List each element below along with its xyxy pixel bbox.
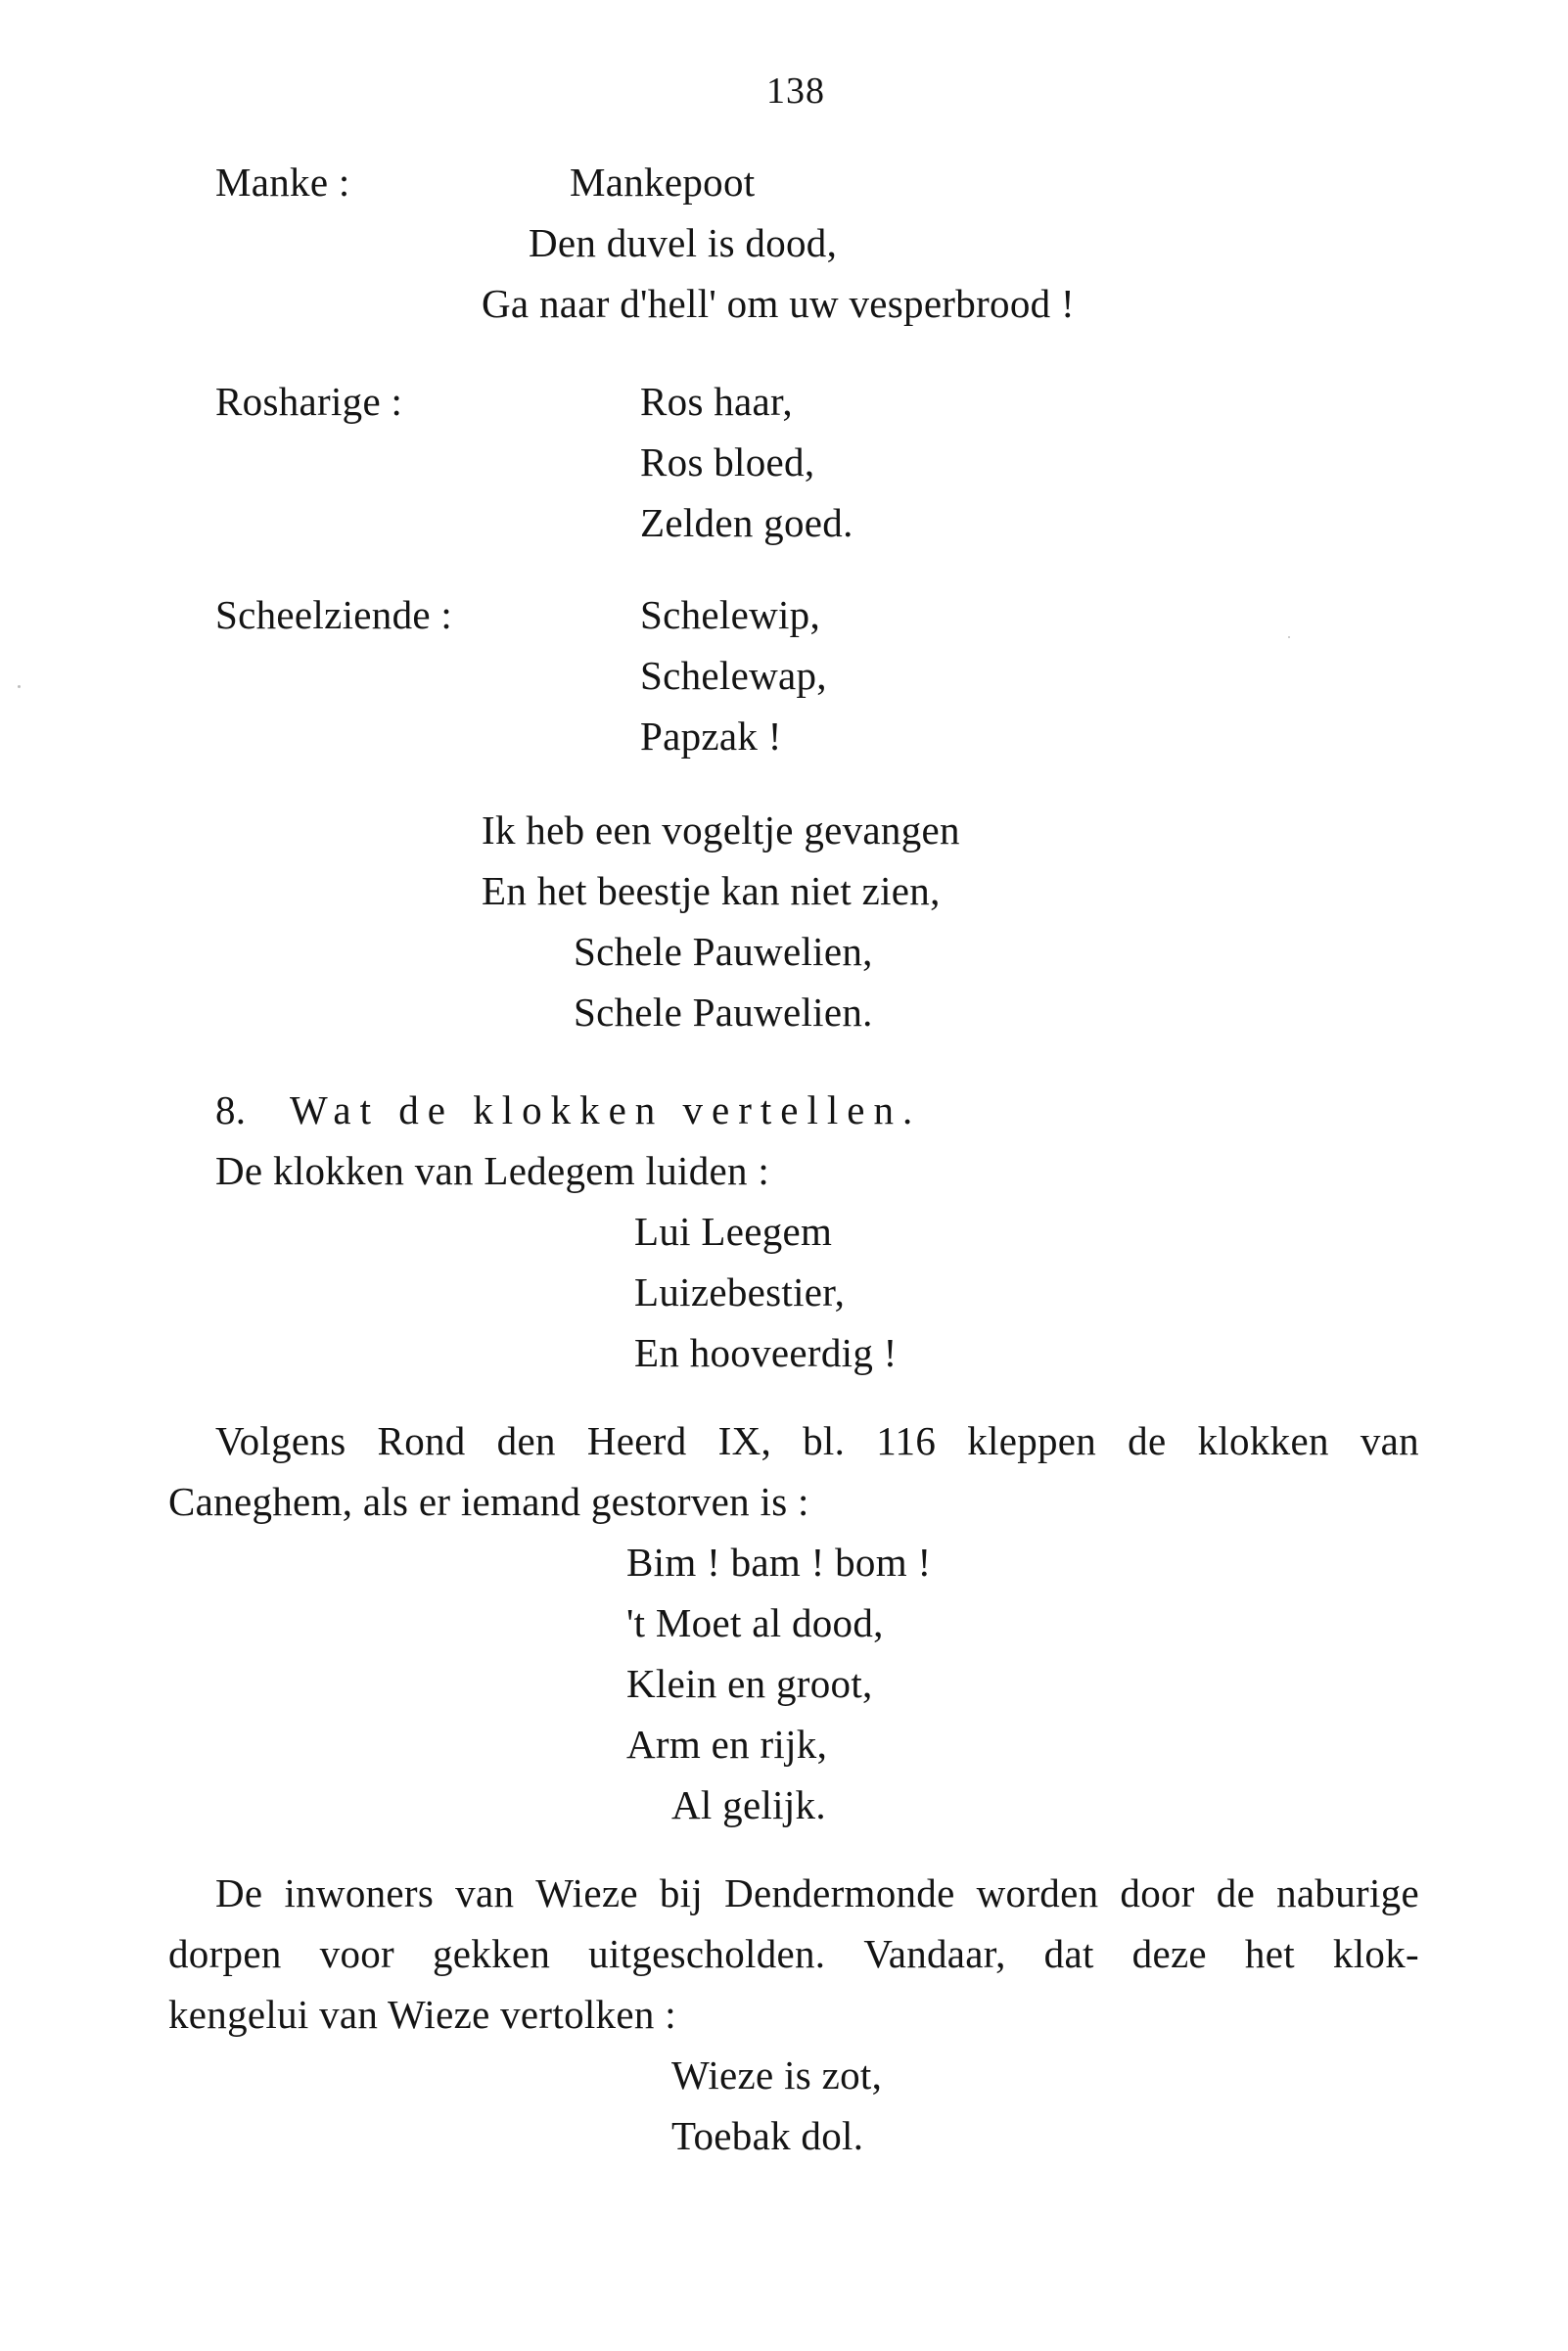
- verse-line: Ros haar,: [640, 379, 793, 424]
- word: inwoners: [284, 1870, 435, 1915]
- word: klok-: [1332, 1931, 1419, 1976]
- word: Dendermonde: [724, 1870, 955, 1915]
- speaker-rosharige: Rosharige :: [215, 379, 403, 424]
- word: deze: [1131, 1931, 1207, 1976]
- paragraph-line: [215, 1418, 1419, 1463]
- speaker-scheelziende: Scheelziende :: [215, 592, 453, 637]
- scan-speck: [18, 685, 21, 688]
- word: bij: [659, 1870, 704, 1915]
- intro-line: De klokken van Ledegem luiden :: [215, 1148, 770, 1193]
- word: voor: [319, 1931, 394, 1976]
- verse-line: Ga naar d'hell' om uw vesperbrood !: [482, 281, 1075, 326]
- verse-line: En hooveerdig !: [634, 1330, 898, 1375]
- verse-line: Wieze is zot,: [671, 2052, 883, 2097]
- verse-line: Den duvel is dood,: [529, 220, 838, 265]
- page-number: 138: [766, 70, 825, 112]
- word: gekken: [432, 1931, 551, 1976]
- verse-line: Schelewap,: [640, 653, 827, 698]
- verse-line: Papzak !: [640, 714, 782, 759]
- verse-line: Klein en groot,: [626, 1661, 873, 1706]
- word: Volgens: [215, 1418, 346, 1463]
- word: klokken: [1197, 1418, 1329, 1463]
- verse-line: Bim ! bam ! bom !: [626, 1540, 932, 1585]
- word: bl.: [803, 1418, 846, 1463]
- word: 116: [876, 1418, 937, 1463]
- verse-line: Luizebestier,: [634, 1269, 846, 1314]
- word: van: [1360, 1418, 1419, 1463]
- word: de: [1216, 1870, 1256, 1915]
- verse-line: Schele Pauwelien.: [574, 990, 873, 1035]
- paragraph-line: [215, 1870, 1419, 1915]
- paragraph-line: kengelui van Wieze vertolken :: [168, 1992, 676, 2037]
- word: Rond: [377, 1418, 466, 1463]
- verse-line: Schelewip,: [640, 592, 821, 637]
- verse-line: Toebak dol.: [671, 2113, 864, 2158]
- verse-line: Arm en rijk,: [626, 1722, 828, 1767]
- word: IX,: [717, 1418, 772, 1463]
- word: door: [1120, 1870, 1195, 1915]
- word: dorpen: [168, 1931, 282, 1976]
- verse-line: Schele Pauwelien,: [574, 929, 873, 974]
- word: worden: [976, 1870, 1099, 1915]
- paragraph-line: [168, 1931, 1419, 1976]
- verse-line: Ros bloed,: [640, 439, 815, 484]
- verse-line: Ik heb een vogeltje gevangen: [482, 807, 960, 853]
- verse-line: Mankepoot: [570, 160, 756, 205]
- word: van: [455, 1870, 515, 1915]
- word: uitgescholden.: [588, 1931, 826, 1976]
- word: kleppen: [967, 1418, 1097, 1463]
- word: De: [215, 1870, 263, 1915]
- word: het: [1244, 1931, 1295, 1976]
- verse-line: Zelden goed.: [640, 500, 853, 545]
- word: Heerd: [586, 1418, 687, 1463]
- verse-line: 't Moet al dood,: [626, 1600, 884, 1645]
- word: de: [1128, 1418, 1167, 1463]
- word: Wieze: [535, 1870, 638, 1915]
- word: Vandaar,: [863, 1931, 1006, 1976]
- section-number: 8.: [215, 1087, 247, 1132]
- verse-line: En het beestje kan niet zien,: [482, 868, 941, 913]
- word: den: [496, 1418, 556, 1463]
- verse-line: Al gelijk.: [671, 1782, 826, 1827]
- verse-line: Lui Leegem: [634, 1209, 833, 1254]
- section-heading: Wat de klokken vertellen.: [290, 1087, 922, 1132]
- word: naburige: [1276, 1870, 1419, 1915]
- speaker-manke: Manke :: [215, 160, 350, 205]
- scan-speck: [1288, 636, 1290, 638]
- word: dat: [1043, 1931, 1094, 1976]
- paragraph-line: Caneghem, als er iemand gestorven is :: [168, 1479, 809, 1524]
